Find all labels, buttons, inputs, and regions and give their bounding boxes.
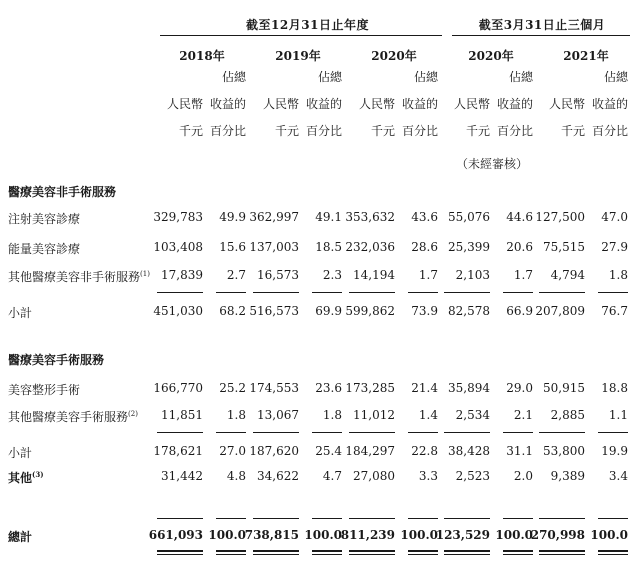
cell-percent: 4.7 xyxy=(322,469,342,483)
underline-rule xyxy=(253,550,299,552)
cell-percent: 25.4 xyxy=(315,444,342,458)
underline-rule xyxy=(444,432,490,433)
cell-percent: 1.4 xyxy=(418,408,438,422)
underline-rule xyxy=(216,554,246,555)
row-label: 美容整形手術 xyxy=(8,383,81,397)
cell-percent: 19.9 xyxy=(601,444,628,458)
cell-percent: 2.7 xyxy=(226,268,246,282)
cell-amount: 516,573 xyxy=(249,304,299,318)
cell-amount: 738,815 xyxy=(244,528,299,542)
cell-amount: 38,428 xyxy=(448,444,490,458)
cell-percent: 100.0 xyxy=(590,528,628,542)
cell-percent: 29.0 xyxy=(506,381,533,395)
underline-rule xyxy=(503,432,533,433)
cell-amount: 9,389 xyxy=(550,469,585,483)
row-label: 其他醫療美容非手術服務$^{(1)}$ xyxy=(8,270,150,284)
cell-percent: 18.5 xyxy=(315,240,342,254)
cell-percent: 28.6 xyxy=(411,240,438,254)
cell-percent: 4.8 xyxy=(226,469,246,483)
row-label: 能量美容診療 xyxy=(8,242,81,256)
cell-amount: 207,809 xyxy=(535,304,585,318)
col-header-rmb: 人民幣 千元 xyxy=(453,97,490,138)
cell-percent: 44.6 xyxy=(506,210,533,224)
cell-percent: 3.3 xyxy=(418,469,438,483)
cell-amount: 811,239 xyxy=(340,528,395,542)
underline-rule xyxy=(312,292,342,293)
underline-rule xyxy=(157,518,203,519)
underline-rule xyxy=(539,432,585,433)
underline-rule xyxy=(503,292,533,293)
unaudited-note: （未經審核） xyxy=(455,157,528,171)
cell-amount: 270,998 xyxy=(530,528,585,542)
cell-percent: 1.8 xyxy=(322,408,342,422)
cell-amount: 187,620 xyxy=(249,444,299,458)
col-header-rmb: 人民幣 千元 xyxy=(262,97,299,138)
cell-amount: 82,578 xyxy=(448,304,490,318)
year-header: 2020年 xyxy=(371,49,417,63)
underline-rule xyxy=(444,550,490,552)
underline-rule xyxy=(539,292,585,293)
year-header: 2018年 xyxy=(179,49,225,63)
cell-percent: 27.9 xyxy=(601,240,628,254)
cell-percent: 25.2 xyxy=(219,381,246,395)
cell-amount: 14,194 xyxy=(353,268,395,282)
cell-percent: 15.6 xyxy=(219,240,246,254)
underline-rule xyxy=(444,518,490,519)
cell-amount: 173,285 xyxy=(345,381,395,395)
cell-amount: 127,500 xyxy=(535,210,585,224)
col-header-rmb: 人民幣 千元 xyxy=(548,97,585,138)
cell-percent: 1.7 xyxy=(513,268,533,282)
period-header-annual: 截至12月31日止年度 xyxy=(246,18,369,32)
cell-amount: 4,794 xyxy=(550,268,585,282)
total-label: 總計 xyxy=(8,530,33,544)
col-header-rmb: 人民幣 千元 xyxy=(166,97,203,138)
header-underline xyxy=(452,35,630,36)
cell-amount: 27,080 xyxy=(353,469,395,483)
underline-rule xyxy=(503,554,533,555)
cell-amount: 451,030 xyxy=(153,304,203,318)
cell-percent: 1.8 xyxy=(608,268,628,282)
cell-percent: 100.0 xyxy=(208,528,246,542)
underline-rule xyxy=(312,550,342,552)
cell-percent: 43.6 xyxy=(411,210,438,224)
cell-percent: 47.0 xyxy=(601,210,628,224)
cell-amount: 2,885 xyxy=(550,408,585,422)
cell-percent: 18.8 xyxy=(601,381,628,395)
underline-rule xyxy=(444,554,490,555)
underline-rule xyxy=(253,518,299,519)
col-header-pct: 佔總 收益的 百分比 xyxy=(305,70,342,138)
year-header: 2021年 xyxy=(563,49,609,63)
col-header-rmb: 人民幣 千元 xyxy=(358,97,395,138)
underline-rule xyxy=(539,550,585,552)
underline-rule xyxy=(349,554,395,555)
underline-rule xyxy=(253,554,299,555)
row-label: 小計 xyxy=(8,446,33,460)
underline-rule xyxy=(444,292,490,293)
cell-amount: 50,915 xyxy=(543,381,585,395)
underline-rule xyxy=(312,554,342,555)
cell-amount: 184,297 xyxy=(345,444,395,458)
underline-rule xyxy=(253,292,299,293)
cell-amount: 25,399 xyxy=(448,240,490,254)
cell-amount: 103,408 xyxy=(153,240,203,254)
underline-rule xyxy=(539,554,585,555)
underline-rule xyxy=(349,550,395,552)
cell-percent: 2.3 xyxy=(322,268,342,282)
cell-percent: 22.8 xyxy=(411,444,438,458)
underline-rule xyxy=(598,292,628,293)
col-header-pct: 佔總 收益的 百分比 xyxy=(496,70,533,138)
cell-amount: 13,067 xyxy=(257,408,299,422)
col-header-pct: 佔總 收益的 百分比 xyxy=(401,70,438,138)
footnote-marker: (1) xyxy=(140,270,150,278)
cell-percent: 2.1 xyxy=(513,408,533,422)
section-title-surgical: 醫療美容手術服務 xyxy=(8,353,105,367)
cell-amount: 2,523 xyxy=(455,469,490,483)
underline-rule xyxy=(216,292,246,293)
cell-percent: 100.0 xyxy=(304,528,342,542)
row-label: 其他醫療美容手術服務$^{(2)}$ xyxy=(8,410,138,424)
cell-percent: 31.1 xyxy=(506,444,533,458)
cell-percent: 27.0 xyxy=(219,444,246,458)
cell-percent: 49.1 xyxy=(315,210,342,224)
cell-amount: 178,621 xyxy=(153,444,203,458)
cell-percent: 1.8 xyxy=(226,408,246,422)
cell-amount: 137,003 xyxy=(249,240,299,254)
cell-amount: 362,997 xyxy=(249,210,299,224)
underline-rule xyxy=(312,518,342,519)
cell-percent: 100.0 xyxy=(495,528,533,542)
underline-rule xyxy=(216,550,246,552)
cell-percent: 69.9 xyxy=(315,304,342,318)
cell-amount: 353,632 xyxy=(345,210,395,224)
cell-percent: 3.4 xyxy=(608,469,628,483)
cell-amount: 35,894 xyxy=(448,381,490,395)
row-label: 注射美容診療 xyxy=(8,212,81,226)
year-header: 2019年 xyxy=(275,49,321,63)
col-header-pct: 佔總 收益的 百分比 xyxy=(209,70,246,138)
cell-amount: 661,093 xyxy=(148,528,203,542)
footnote-marker: (2) xyxy=(128,410,138,418)
cell-amount: 329,783 xyxy=(153,210,203,224)
underline-rule xyxy=(598,518,628,519)
underline-rule xyxy=(539,518,585,519)
cell-percent: 20.6 xyxy=(506,240,533,254)
col-header-pct: 佔總 收益的 百分比 xyxy=(591,70,628,138)
cell-percent: 1.7 xyxy=(418,268,438,282)
cell-amount: 31,442 xyxy=(161,469,203,483)
underline-rule xyxy=(408,518,438,519)
underline-rule xyxy=(408,554,438,555)
underline-rule xyxy=(312,432,342,433)
underline-rule xyxy=(216,432,246,433)
cell-percent: 49.9 xyxy=(219,210,246,224)
cell-percent: 21.4 xyxy=(411,381,438,395)
cell-amount: 2,534 xyxy=(455,408,490,422)
cell-percent: 2.0 xyxy=(513,469,533,483)
cell-percent: 1.1 xyxy=(608,408,628,422)
underline-rule xyxy=(408,292,438,293)
cell-amount: 53,800 xyxy=(543,444,585,458)
cell-amount: 123,529 xyxy=(435,528,490,542)
section-title-nonsurgical: 醫療美容非手術服務 xyxy=(8,185,117,199)
underline-rule xyxy=(253,432,299,433)
row-label: 小計 xyxy=(8,306,33,320)
underline-rule xyxy=(503,550,533,552)
cell-percent: 66.9 xyxy=(506,304,533,318)
underline-rule xyxy=(598,432,628,433)
cell-percent: 100.0 xyxy=(400,528,438,542)
footnote-marker: (3) xyxy=(32,470,44,479)
underline-rule xyxy=(408,432,438,433)
underline-rule xyxy=(408,550,438,552)
header-underline xyxy=(160,35,442,36)
cell-amount: 232,036 xyxy=(345,240,395,254)
cell-percent: 76.7 xyxy=(601,304,628,318)
underline-rule xyxy=(349,292,395,293)
underline-rule xyxy=(157,550,203,552)
row-label: 其他$^{(3)}$ xyxy=(8,470,44,485)
underline-rule xyxy=(157,432,203,433)
underline-rule xyxy=(349,518,395,519)
cell-percent: 68.2 xyxy=(219,304,246,318)
underline-rule xyxy=(598,550,628,552)
cell-amount: 16,573 xyxy=(257,268,299,282)
underline-rule xyxy=(598,554,628,555)
underline-rule xyxy=(157,554,203,555)
year-header: 2020年 xyxy=(468,49,514,63)
cell-amount: 11,012 xyxy=(353,408,395,422)
cell-amount: 34,622 xyxy=(257,469,299,483)
underline-rule xyxy=(503,518,533,519)
cell-amount: 166,770 xyxy=(153,381,203,395)
cell-percent: 73.9 xyxy=(411,304,438,318)
cell-amount: 2,103 xyxy=(455,268,490,282)
cell-amount: 75,515 xyxy=(543,240,585,254)
underline-rule xyxy=(157,292,203,293)
cell-amount: 174,553 xyxy=(249,381,299,395)
cell-amount: 11,851 xyxy=(161,408,203,422)
cell-percent: 23.6 xyxy=(315,381,342,395)
cell-amount: 599,862 xyxy=(345,304,395,318)
cell-amount: 55,076 xyxy=(448,210,490,224)
underline-rule xyxy=(216,518,246,519)
cell-amount: 17,839 xyxy=(161,268,203,282)
underline-rule xyxy=(349,432,395,433)
period-header-quarterly: 截至3月31日止三個月 xyxy=(478,18,606,32)
